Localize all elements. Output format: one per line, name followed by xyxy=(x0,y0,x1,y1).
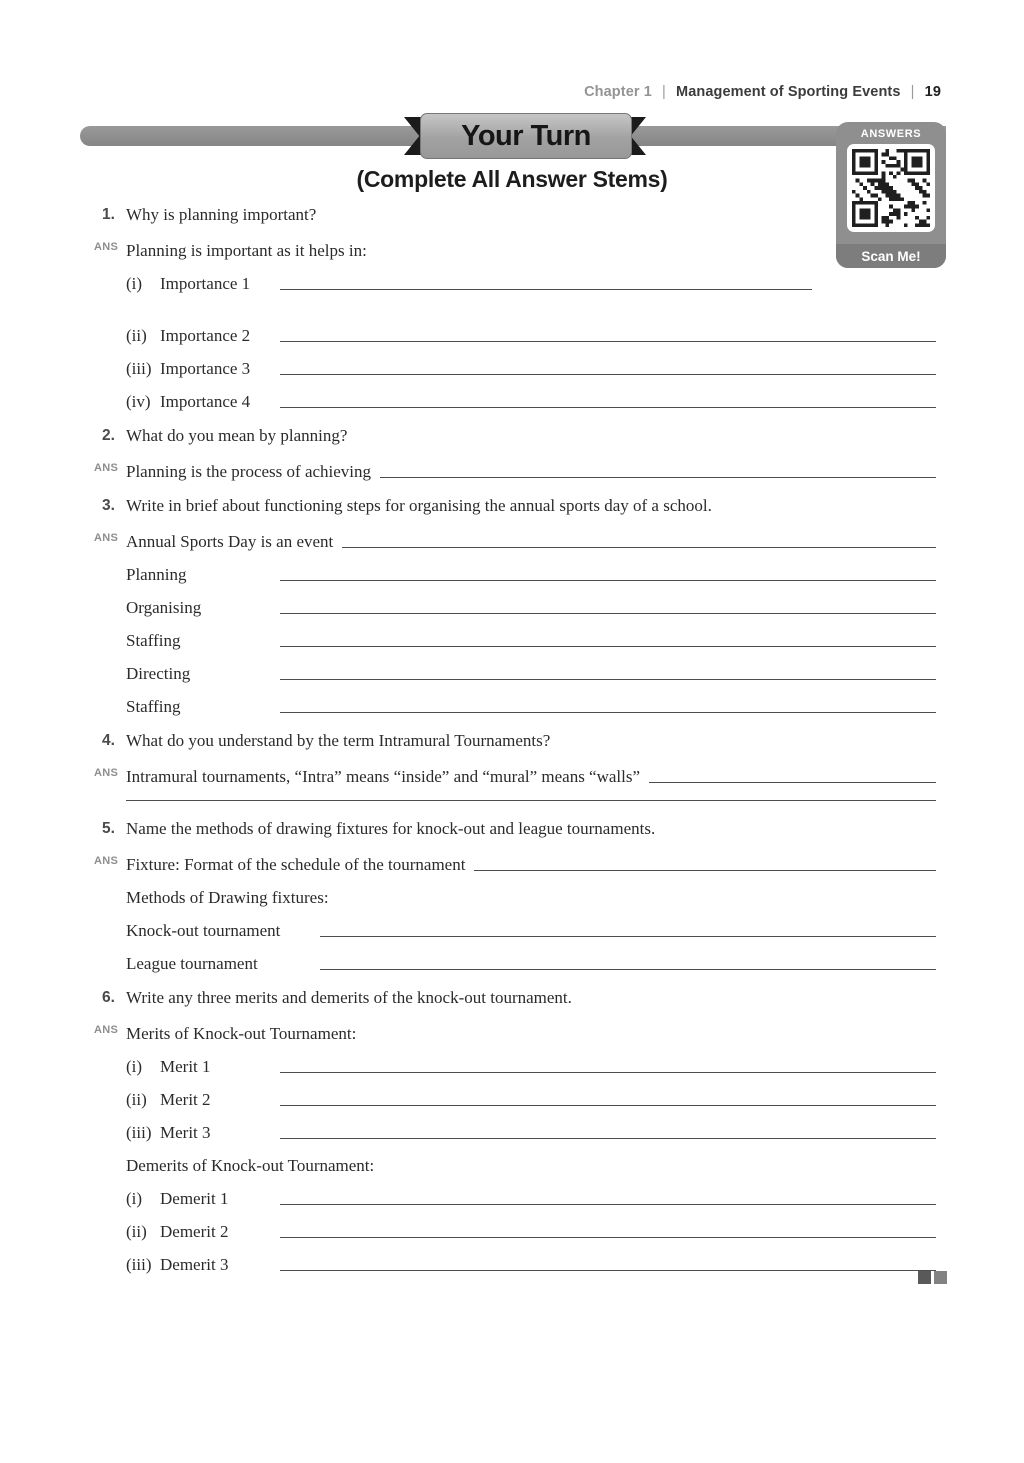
ans-label: ANS xyxy=(94,1024,119,1036)
answer-blank-line xyxy=(280,373,936,375)
question-text: Name the methods of drawing fixtures for knock-out and league tournaments. xyxy=(126,819,656,838)
item-numeral: (iii) xyxy=(126,1123,152,1142)
ans-label: ANS xyxy=(94,855,119,867)
answer-blank-line xyxy=(474,869,936,871)
question-number: 6. xyxy=(102,989,115,1006)
row-gutter xyxy=(88,528,126,552)
answer-blank-line xyxy=(280,1137,936,1139)
answer-row xyxy=(88,851,936,875)
row-gutter xyxy=(88,986,126,1008)
plain-row xyxy=(88,663,936,684)
ans-label: ANS xyxy=(94,532,119,544)
chapter-label: Chapter 1 xyxy=(584,84,652,100)
item-row xyxy=(88,325,936,346)
row-gutter xyxy=(88,817,126,839)
item-numeral: (ii) xyxy=(126,1090,147,1109)
question-number: 2. xyxy=(102,427,115,444)
item-row xyxy=(88,1089,936,1110)
answer-row xyxy=(88,1020,936,1044)
row-gutter xyxy=(88,458,126,482)
stem-label: Directing xyxy=(126,664,191,683)
question-row xyxy=(88,729,936,751)
row-gutter xyxy=(88,424,126,446)
answer-blank-line xyxy=(280,711,936,713)
sub-heading: Methods of Drawing fixtures: xyxy=(126,888,329,907)
stem-label: Knock-out tournament xyxy=(126,921,281,940)
item-label: Importance 3 xyxy=(160,359,251,378)
item-numeral: (i) xyxy=(126,1057,143,1076)
item-numeral: (i) xyxy=(126,1189,143,1208)
section-subtitle: (Complete All Answer Stems) xyxy=(356,166,668,192)
answer-blank-line xyxy=(280,579,936,581)
item-label: Importance 1 xyxy=(160,274,251,293)
heading-row xyxy=(88,1155,936,1176)
answer-stem-text: Planning is important as it helps in: xyxy=(126,241,367,260)
plain-row xyxy=(88,696,936,717)
item-numeral: (i) xyxy=(126,274,143,293)
question-row xyxy=(88,424,936,446)
item-row xyxy=(88,1056,936,1077)
answer-blank-line xyxy=(280,1104,936,1106)
sub-heading: Demerits of Knock-out Tournament: xyxy=(126,1156,375,1175)
item-label: Demerit 1 xyxy=(160,1189,229,1208)
question-row xyxy=(88,203,936,225)
item-label: Merit 1 xyxy=(160,1057,211,1076)
plain-row xyxy=(88,597,936,618)
stem-label: Planning xyxy=(126,565,187,584)
item-label: Demerit 2 xyxy=(160,1222,229,1241)
stem-label: Staffing xyxy=(126,697,181,716)
answer-stem-text: Merits of Knock-out Tournament: xyxy=(126,1024,357,1043)
stem-label: Staffing xyxy=(126,631,181,650)
item-label: Merit 2 xyxy=(160,1090,211,1109)
row-gutter xyxy=(88,494,126,516)
question-number: 5. xyxy=(102,820,115,837)
item-row xyxy=(88,1122,936,1143)
header-separator: | xyxy=(662,84,666,100)
answer-blank-line xyxy=(280,406,936,408)
answer-blank-line xyxy=(280,1269,936,1271)
ans-label: ANS xyxy=(94,462,119,474)
answer-row xyxy=(88,237,936,261)
question-number: 3. xyxy=(102,497,115,514)
page-header xyxy=(584,84,941,100)
answer-blank-line xyxy=(320,935,936,937)
question-text: Write in brief about functioning steps for organising the annual sports day of a school. xyxy=(126,496,712,515)
answers-label: ANSWERS xyxy=(860,128,922,140)
footer-square-icon xyxy=(934,1271,947,1284)
chapter-title: Management of Sporting Events xyxy=(676,84,901,100)
answer-blank-line xyxy=(649,781,936,783)
item-numeral: (iii) xyxy=(126,359,152,378)
question-text: Write any three merits and demerits of the knock-out tournament. xyxy=(126,988,572,1007)
answer-blank-line xyxy=(280,340,936,342)
answer-stem-text: Fixture: Format of the schedule of the tournament xyxy=(126,855,466,874)
answers-box xyxy=(836,122,946,268)
heading-row xyxy=(88,887,936,908)
row-gutter xyxy=(88,1020,126,1044)
question-row xyxy=(88,986,936,1008)
row-gutter xyxy=(88,203,126,225)
row-gutter xyxy=(88,237,126,261)
item-label: Demerit 3 xyxy=(160,1255,229,1274)
item-label: Merit 3 xyxy=(160,1123,211,1142)
plain-row xyxy=(88,564,936,585)
answer-stem-text: Planning is the process of achieving xyxy=(126,462,372,481)
section-title: Your Turn xyxy=(420,113,632,159)
answer-row xyxy=(88,458,936,482)
stem-label: League tournament xyxy=(126,954,258,973)
answer-blank-line xyxy=(280,288,812,290)
item-row xyxy=(88,1221,936,1242)
question-text: Why is planning important? xyxy=(126,205,317,224)
question-row xyxy=(88,817,936,839)
question-text: What do you understand by the term Intramural Tournaments? xyxy=(126,731,551,750)
item-numeral: (iv) xyxy=(126,392,151,411)
plain-row xyxy=(88,630,936,651)
scan-me-label: Scan Me! xyxy=(861,248,921,264)
answer-blank-line xyxy=(280,1203,936,1205)
row-gutter xyxy=(88,763,126,787)
answer-blank-line xyxy=(280,645,936,647)
scan-me-band xyxy=(836,244,946,268)
item-row xyxy=(88,1254,936,1275)
answer-blank-line xyxy=(126,799,936,801)
answer-row xyxy=(88,763,936,787)
qr-frame xyxy=(847,144,935,232)
plain-row xyxy=(88,920,936,941)
page-number: 19 xyxy=(924,84,941,100)
item-label: Importance 4 xyxy=(160,392,251,411)
answer-stem-text: Intramural tournaments, “Intra” means “inside” and “mural” means “walls” xyxy=(126,767,641,786)
question-number: 4. xyxy=(102,732,115,749)
item-numeral: (ii) xyxy=(126,326,147,345)
footer-marks xyxy=(918,1271,947,1284)
header-separator: | xyxy=(910,84,915,100)
plain-row xyxy=(88,953,936,974)
question-row xyxy=(88,494,936,516)
row-gutter xyxy=(88,729,126,751)
blank-line-row xyxy=(88,799,936,805)
answer-blank-line xyxy=(280,1071,936,1073)
footer-square-icon xyxy=(918,1271,931,1284)
answer-blank-line xyxy=(342,546,936,548)
worksheet-body xyxy=(88,203,936,1287)
row-gutter xyxy=(88,851,126,875)
ans-label: ANS xyxy=(94,241,119,253)
item-numeral: (ii) xyxy=(126,1222,147,1241)
item-row xyxy=(88,1188,936,1209)
answer-stem-text: Annual Sports Day is an event xyxy=(126,532,334,551)
item-row xyxy=(88,391,936,412)
item-numeral: (iii) xyxy=(126,1255,152,1274)
answer-row xyxy=(88,528,936,552)
answer-blank-line xyxy=(280,1236,936,1238)
stem-label: Organising xyxy=(126,598,202,617)
answer-blank-line xyxy=(320,968,936,970)
qr-code-icon xyxy=(852,149,930,227)
question-text: What do you mean by planning? xyxy=(126,426,348,445)
item-row xyxy=(88,273,936,294)
ans-label: ANS xyxy=(94,767,119,779)
answer-blank-line xyxy=(380,476,936,478)
item-row xyxy=(88,358,936,379)
item-label: Importance 2 xyxy=(160,326,251,345)
answer-blank-line xyxy=(280,612,936,614)
question-number: 1. xyxy=(102,206,115,223)
answer-blank-line xyxy=(280,678,936,680)
